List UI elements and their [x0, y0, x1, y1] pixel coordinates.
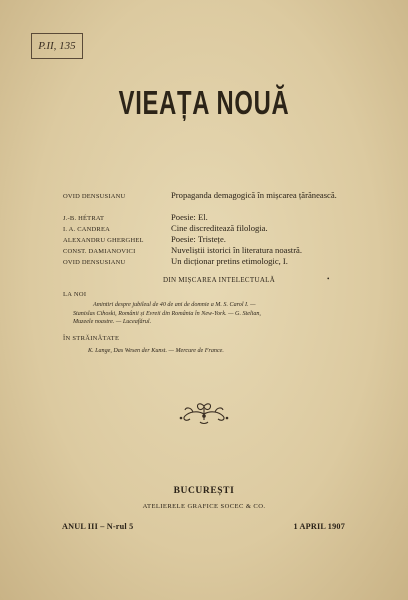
publication-city: BUCUREȘTI — [173, 486, 235, 496]
contents-row — [63, 257, 353, 267]
la-noi-heading: LA NOI — [63, 291, 87, 298]
contents-article: Un dicționar pretins etimologic, I. — [171, 255, 288, 266]
la-noi-line: Muzeele noastre. — Luceafărul. — [73, 319, 152, 326]
la-noi-line: Stanislas Cihoski, Românii și Evreii din România în New-York. — G. Stelian, — [73, 310, 261, 317]
contents-author: ALEXANDRU GHERGHEL — [63, 236, 144, 244]
section-marker: • — [327, 275, 330, 283]
printer-name: ATELIERELE GRAFICE SOCEC & CO. — [142, 503, 266, 510]
contents-article: Poesie: El. — [171, 212, 208, 222]
contents-author: OVID DENSUSIANU — [63, 258, 126, 266]
la-noi-line: Amintiri despre jubileul de 40 de ani de domnie a M. S. Carol I. — — [93, 302, 256, 308]
issue-number: ANUL III – N-rul 5 — [62, 522, 134, 531]
issue-date: 1 APRIL 1907 — [293, 522, 345, 531]
abroad-heading: ÎN STRĂINĂTATE — [63, 335, 120, 342]
issue-footer — [62, 522, 345, 531]
contents-author: J.-B. HÉTRAT — [63, 215, 105, 222]
contents-row — [63, 213, 353, 223]
contents-article: Poesie: Tristețe. — [171, 233, 226, 244]
library-stamp: P.II, 135 — [31, 33, 83, 59]
contents-author: OVID DENSUSIANU — [63, 193, 126, 200]
contents-author: I. A. CANDREA — [63, 225, 111, 233]
table-of-contents — [63, 191, 353, 267]
intellectual-movement-heading: DIN MIȘCAREA INTELECTUALĂ — [163, 276, 276, 284]
contents-row — [63, 235, 353, 245]
abroad-text — [88, 347, 358, 356]
magazine-title: VIEAȚA NOUĂ — [118, 84, 290, 121]
contents-article: Cine discreditează filologia. — [171, 222, 268, 233]
contents-row — [63, 224, 353, 234]
contents-row — [63, 191, 353, 211]
contents-row — [63, 246, 353, 256]
abroad-line: K. Lange, Das Wesen der Kunst. — Mercure de France. — [88, 348, 224, 354]
floral-ornament-icon — [169, 400, 239, 426]
la-noi-text — [73, 301, 363, 327]
contents-author: CONST. DAMIANOVICI — [63, 247, 136, 255]
contents-article: Nuveliștii istorici în literatura noastră. — [171, 244, 303, 255]
contents-article: Propaganda demagogică în mișcarea țărănească. — [171, 190, 337, 200]
